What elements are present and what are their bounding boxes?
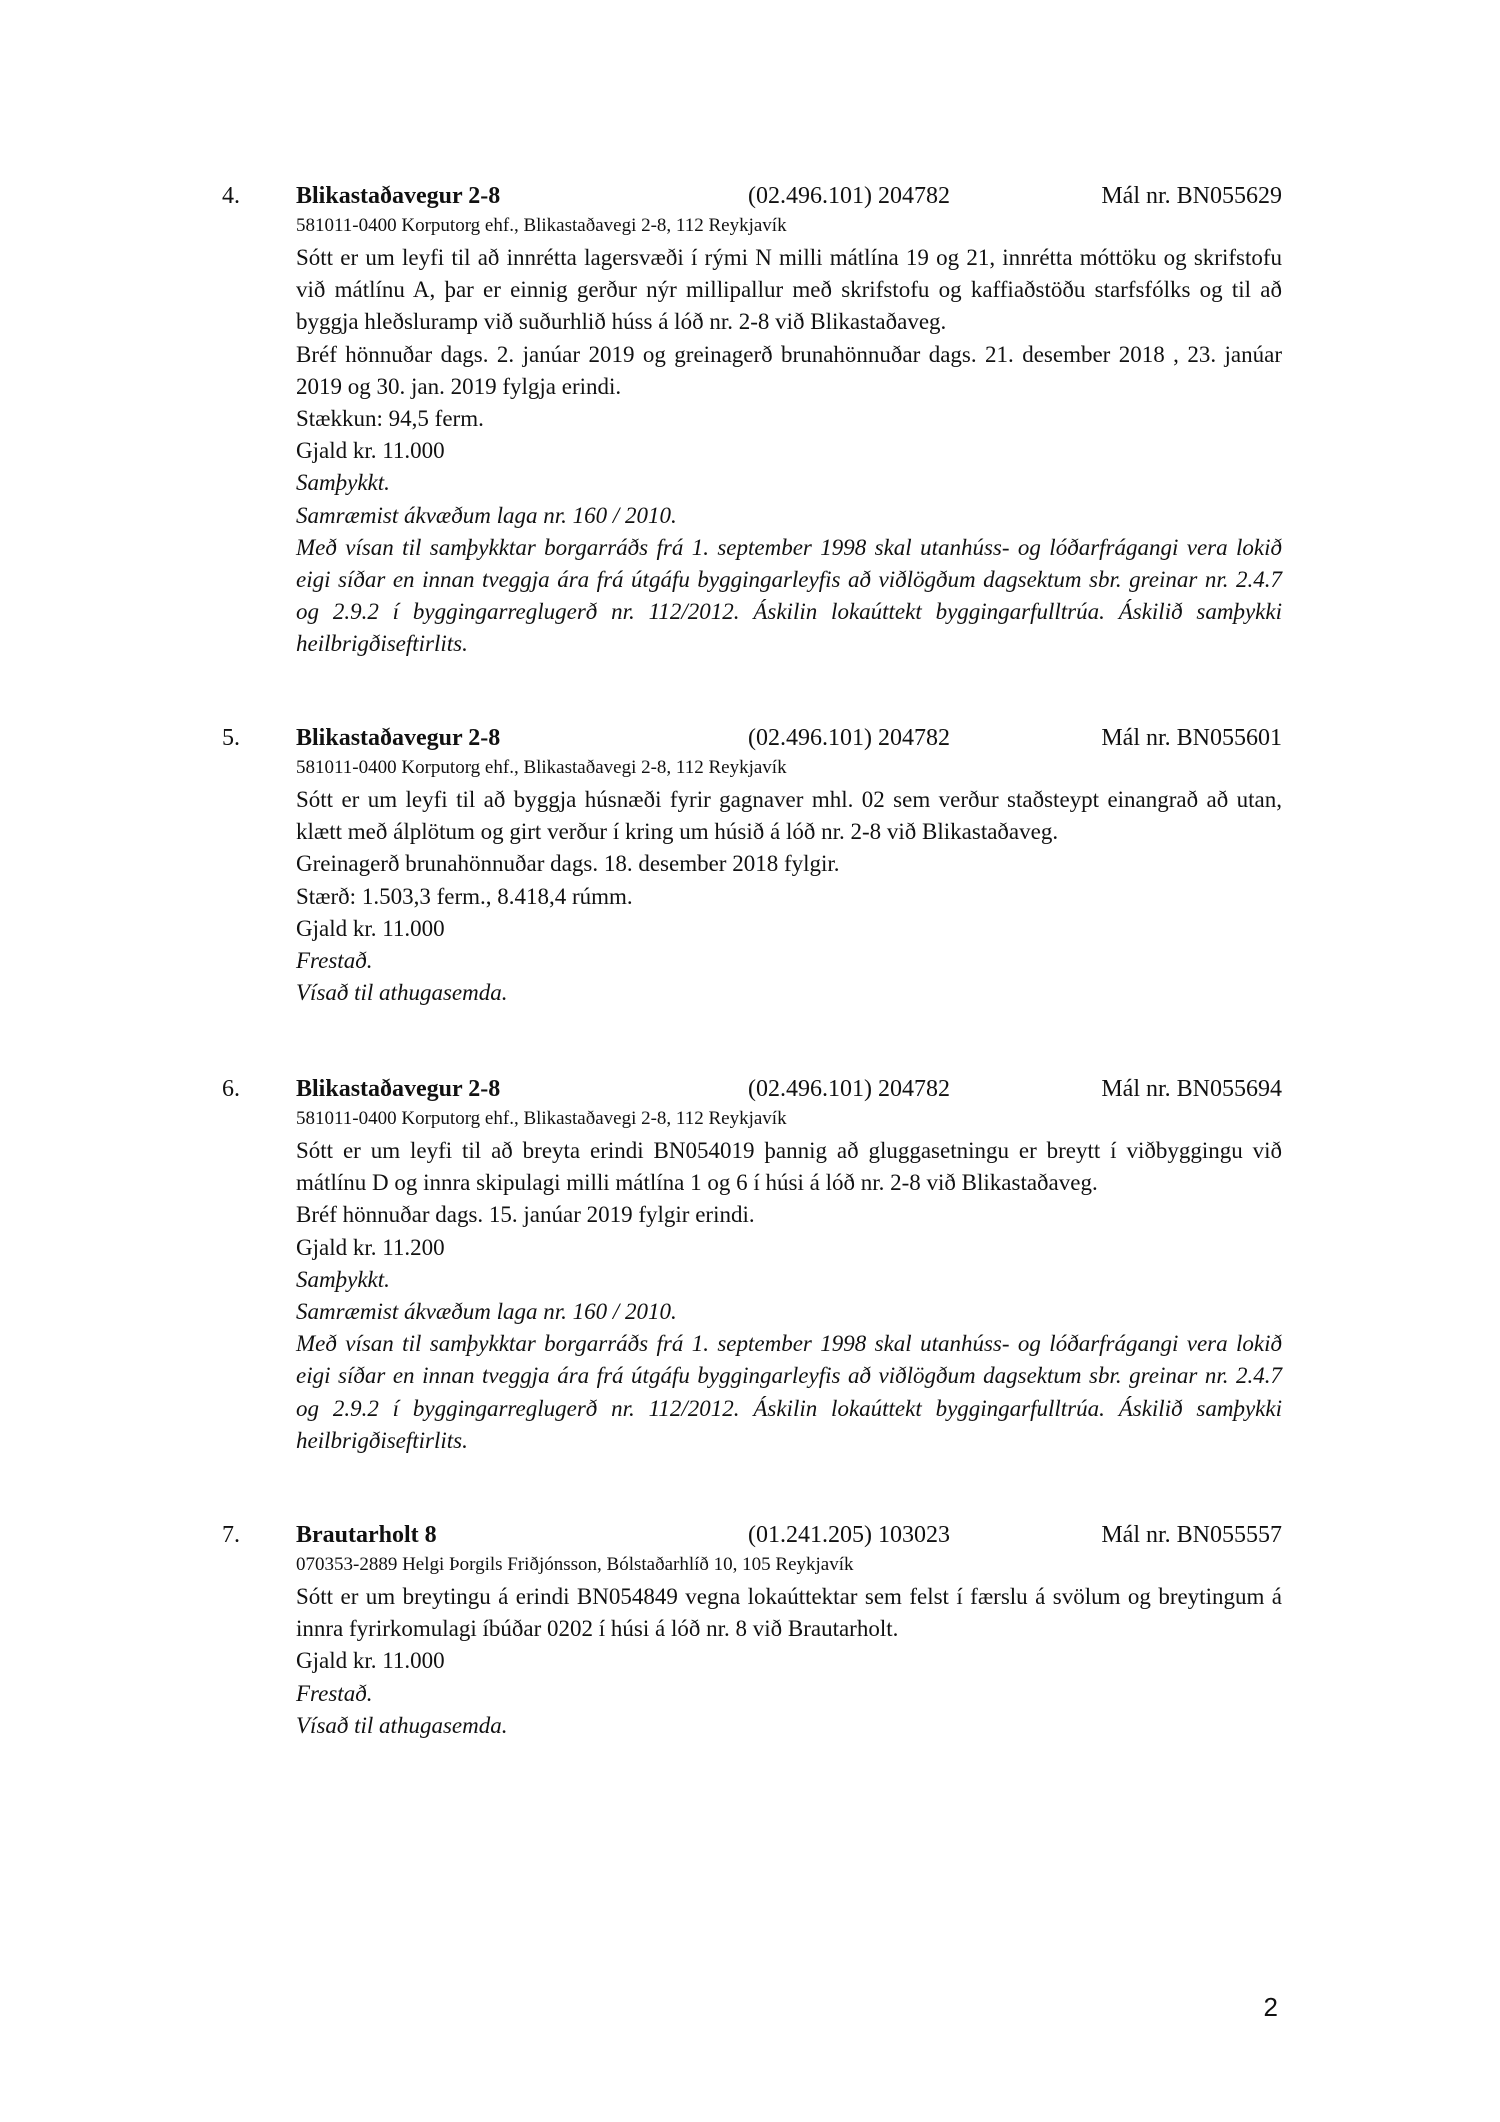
property-reference: (02.496.101) 204782 <box>748 1076 950 1102</box>
applicant: 581011-0400 Korputorg ehf., Blikastaðavegi 2-8, 112 Reykjavík <box>296 215 787 236</box>
decision-note: Með vísan til samþykktar borgarráðs frá 1. september 1998 skal utanhúss- og lóðarfrágangi vera lokið eigi síðar en innan tveggja ára frá útgáfu byggingarleyfis að viðlögðum dagsektum sbr. greinar nr. 2.4.7 og 2.9.2 í byggingarreglugerð nr. 112/2012. Áskilin lokaúttekt byggingarfulltrúa. Áskilið samþykki heilbrigðiseftirlits. <box>296 534 1282 657</box>
case-body <box>296 242 1282 661</box>
decision-note: Vísað til athugasemda. <box>296 980 508 1006</box>
case-header <box>222 1519 1282 1552</box>
applicant: 581011-0400 Korputorg ehf., Blikastaðavegi 2-8, 112 Reykjavík <box>296 757 787 778</box>
decision-note: Samræmist ákvæðum laga nr. 160 / 2010. <box>296 502 677 528</box>
case-description: Sótt er um breytingu á erindi BN054849 vegna lokaúttektar sem felst í færslu á svölum og breytingum á innra fyrirkomulagi íbúðar 0202 í húsi á lóð nr. 8 við Brautarholt. <box>296 1584 1282 1642</box>
decision-note: Vísað til athugasemda. <box>296 1712 508 1738</box>
decision: Frestað. <box>296 1680 373 1706</box>
case-number: 7. <box>222 1522 240 1548</box>
case-note: Bréf hönnuðar dags. 2. janúar 2019 og greinagerð brunahönnuðar dags. 21. desember 2018 , 23. janúar 2019 og 30. jan. 2019 fylgja erindi. <box>296 341 1282 399</box>
case-item <box>222 722 1282 1009</box>
case-header <box>222 1073 1282 1106</box>
decision: Frestað. <box>296 948 373 974</box>
case-item <box>222 1073 1282 1457</box>
case-item <box>222 1519 1282 1742</box>
applicant: 070353-2889 Helgi Þorgils Friðjónsson, Bólstaðarhlíð 10, 105 Reykjavík <box>296 1554 854 1575</box>
fee: Gjald kr. 11.000 <box>296 915 445 941</box>
case-body <box>296 1581 1282 1742</box>
case-id: Mál nr. BN055629 <box>1101 183 1282 209</box>
decision: Samþykkt. <box>296 470 390 496</box>
case-id: Mál nr. BN055601 <box>1101 725 1282 751</box>
page-number: 2 <box>1263 1992 1278 2022</box>
case-number: 4. <box>222 183 240 209</box>
property-reference: (01.241.205) 103023 <box>748 1522 950 1548</box>
case-body <box>296 1135 1282 1457</box>
case-header <box>222 722 1282 755</box>
decision: Samþykkt. <box>296 1266 390 1292</box>
case-note: Greinagerð brunahönnuðar dags. 18. desember 2018 fylgir. <box>296 851 840 877</box>
case-header <box>222 180 1282 213</box>
case-item <box>222 180 1282 661</box>
case-number: 5. <box>222 725 240 751</box>
property-reference: (02.496.101) 204782 <box>748 725 950 751</box>
fee: Gjald kr. 11.000 <box>296 438 445 464</box>
decision-note: Samræmist ákvæðum laga nr. 160 / 2010. <box>296 1299 677 1325</box>
applicant: 581011-0400 Korputorg ehf., Blikastaðavegi 2-8, 112 Reykjavík <box>296 1108 787 1129</box>
case-description: Sótt er um leyfi til að breyta erindi BN054019 þannig að gluggasetningu er breytt í viðbyggingu við mátlínu D og innra skipulagi milli mátlína 1 og 6 í húsi á lóð nr. 2-8 við Blikastaðaveg. <box>296 1138 1282 1196</box>
case-description: Sótt er um leyfi til að byggja húsnæði fyrir gagnaver mhl. 02 sem verður staðsteypt einangrað að utan, klætt með álplötum og girt verður í kring um húsið á lóð nr. 2-8 við Blikastaðaveg. <box>296 787 1282 845</box>
case-description: Sótt er um leyfi til að innrétta lagersvæði í rými N milli mátlína 19 og 21, innrétta móttöku og skrifstofu við mátlínu A, þar er einnig gerður nýr millipallur með skrifstofu og kaffiaðstöðu starfsfólks og til að byggja hleðsluramp við suðurhlið húss á lóð nr. 2-8 við Blikastaðaveg. <box>296 245 1282 335</box>
case-body <box>296 784 1282 1009</box>
case-note: Stærð: 1.503,3 ferm., 8.418,4 rúmm. <box>296 883 633 909</box>
fee: Gjald kr. 11.200 <box>296 1234 445 1260</box>
case-number: 6. <box>222 1076 240 1102</box>
case-title: Blikastaðavegur 2-8 <box>296 725 501 751</box>
decision-note: Með vísan til samþykktar borgarráðs frá 1. september 1998 skal utanhúss- og lóðarfrágangi vera lokið eigi síðar en innan tveggja ára frá útgáfu byggingarleyfis að viðlögðum dagsektum sbr. greinar nr. 2.4.7 og 2.9.2 í byggingarreglugerð nr. 112/2012. Áskilin lokaúttekt byggingarfulltrúa. Áskilið samþykki heilbrigðiseftirlits. <box>296 1331 1282 1453</box>
case-note: Bréf hönnuðar dags. 15. janúar 2019 fylgir erindi. <box>296 1202 755 1228</box>
case-title: Blikastaðavegur 2-8 <box>296 1076 501 1102</box>
case-note: Stækkun: 94,5 ferm. <box>296 406 484 432</box>
case-id: Mál nr. BN055694 <box>1101 1076 1282 1102</box>
property-reference: (02.496.101) 204782 <box>748 183 950 209</box>
case-title: Blikastaðavegur 2-8 <box>296 183 501 209</box>
case-id: Mál nr. BN055557 <box>1101 1522 1282 1548</box>
fee: Gjald kr. 11.000 <box>296 1648 445 1674</box>
case-title: Brautarholt 8 <box>296 1522 437 1548</box>
